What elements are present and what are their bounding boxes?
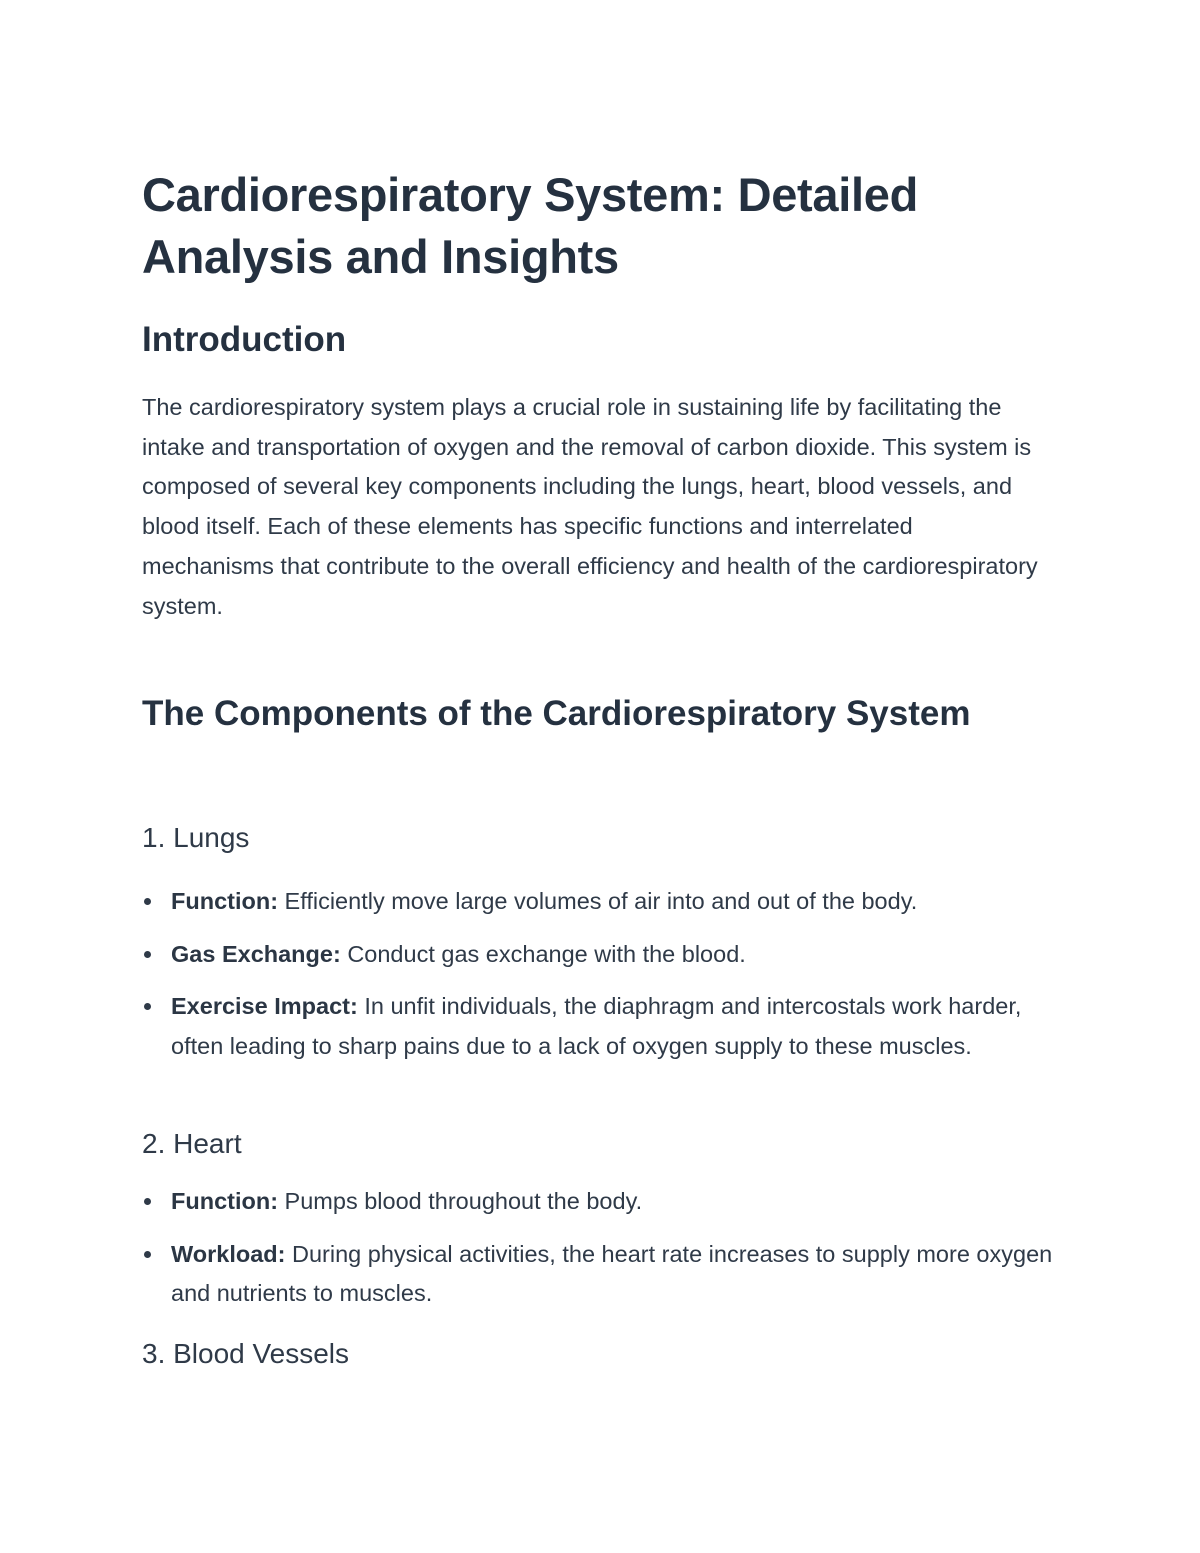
item-text: Efficiently move large volumes of air into and out of the body. <box>278 888 918 914</box>
item-text: Pumps blood throughout the body. <box>278 1188 643 1214</box>
introduction-paragraph: The cardiorespiratory system plays a crucial role in sustaining life by facilitating the intake and transportation of oxygen and the removal of carbon dioxide. This system is composed of several key components including the lungs, heart, blood vessels, and blood itself. Each of these elements has specific functions and interrelated mechanisms that contribute to the overall efficiency and health of the cardiorespiratory system. <box>142 394 1038 619</box>
heart-list <box>142 1182 1062 1327</box>
list-item <box>142 882 1062 922</box>
list-item <box>142 935 1062 975</box>
blood-vessels-heading: 3. Blood Vessels <box>142 1338 350 1369</box>
bullet-icon <box>144 951 151 958</box>
heart-heading: 2. Heart <box>142 1128 242 1159</box>
list-item <box>142 1235 1062 1314</box>
lungs-list <box>142 882 1062 1080</box>
item-label: Gas Exchange: <box>171 940 341 967</box>
document-title: Cardiorespiratory System: Detailed Analysis and Insights <box>142 168 919 283</box>
item-label: Function: <box>171 888 279 914</box>
introduction-heading: Introduction <box>142 320 347 359</box>
bullet-icon <box>144 1251 151 1258</box>
item-text: During physical activities, the heart rate increases to supply more oxygen and nutrients to muscles. <box>171 1240 1053 1307</box>
item-text: Conduct gas exchange with the blood. <box>340 940 746 967</box>
bullet-icon <box>144 898 151 905</box>
item-label: Function: <box>171 1188 279 1214</box>
components-heading: The Components of the Cardiorespiratory System <box>142 694 971 733</box>
item-label: Workload: <box>171 1240 286 1267</box>
bullet-icon <box>144 1003 151 1010</box>
item-label: Exercise Impact: <box>171 993 358 1020</box>
list-item <box>142 987 1062 1066</box>
item-text: In unfit individuals, the diaphragm and intercostals work harder, often leading to sharp pains due to a lack of oxygen supply to these muscles. <box>171 993 1022 1060</box>
list-item <box>142 1182 1062 1222</box>
lungs-heading: 1. Lungs <box>142 822 250 853</box>
bullet-icon <box>144 1198 151 1205</box>
